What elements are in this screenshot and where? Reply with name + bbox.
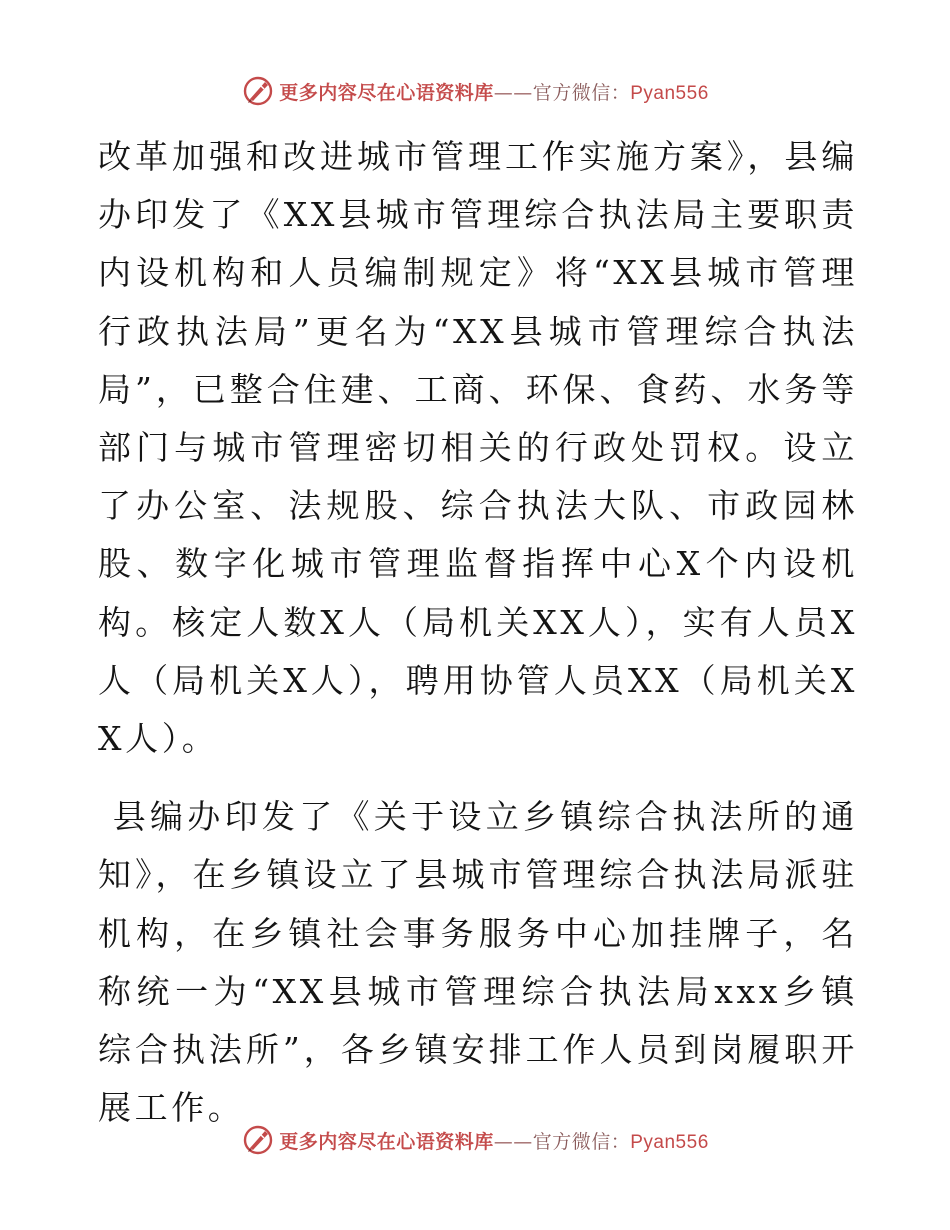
watermark-text <box>279 78 709 105</box>
body-paragraph-1: 改革加强和改进城市管理工作实施方案》，县编办印发了《XX县城市管理综合执法局主要职责内设机构和人员编制规定》将“XX县城市管理行政执法局”更名为“XX县城市管理综合执法局”，已整合住建、工商、环保、食药、水务等部门与城市管理密切相关的行政处罚权。设立了办公室、法规股、综合执法大队、市政园林股、数字化城市管理监督指挥中心X个内设机构。核定人数X人（局机关XX人），实有人员X人（局机关X人），聘用协管人员XX（局机关XX人）。 <box>98 137 858 759</box>
quill-logo-icon <box>241 1123 275 1157</box>
header-watermark <box>0 71 950 111</box>
watermark-wechat-id: Pyan556 <box>630 1131 709 1153</box>
watermark-wechat-label: 官方微信： <box>532 81 631 104</box>
watermark-text <box>279 1127 709 1154</box>
watermark-site: 更多内容尽在心语资料库 <box>279 81 494 104</box>
quill-logo-icon <box>241 74 275 108</box>
body-paragraph-2-text: 县编办印发了《关于设立乡镇综合执法所的通知》，在乡镇设立了县城市管理综合执法局派驻机构，在乡镇社会事务服务中心加挂牌子，名称统一为“XX县城市管理综合执法局xxx乡镇综合执法所”，各乡镇安排工作人员到岗履职开展工作。 <box>98 797 858 1128</box>
watermark-wechat-label: 官方微信： <box>532 1130 631 1153</box>
body-paragraph-2 <box>98 788 858 1137</box>
watermark-separator: —— <box>493 81 533 104</box>
footer-watermark <box>0 1120 950 1160</box>
watermark-wechat-id: Pyan556 <box>630 82 709 104</box>
watermark-site: 更多内容尽在心语资料库 <box>279 1130 494 1153</box>
document-body <box>98 128 858 1137</box>
watermark-separator: —— <box>493 1130 533 1153</box>
